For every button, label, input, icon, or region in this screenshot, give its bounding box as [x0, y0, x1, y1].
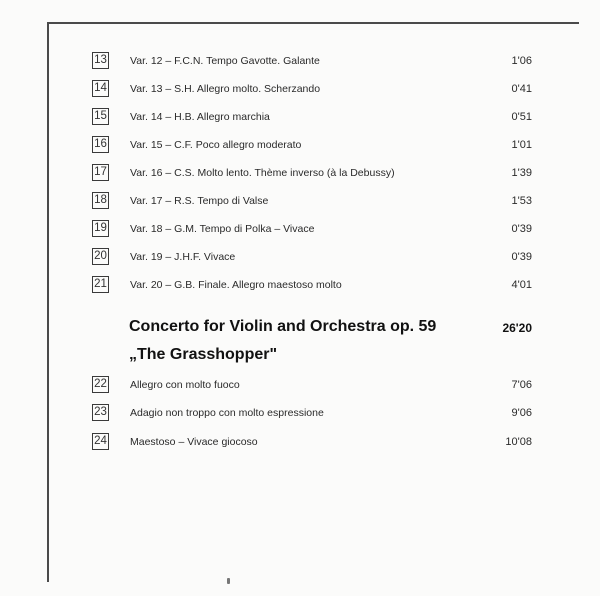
track-duration: 4'01 — [511, 279, 532, 291]
track-title: Var. 18 – G.M. Tempo di Polka – Vivace — [130, 223, 315, 235]
track-row — [92, 108, 532, 126]
track-number: 19 — [92, 220, 109, 237]
track-number: 15 — [92, 108, 109, 125]
track-row — [92, 192, 532, 210]
track-row — [92, 376, 532, 394]
track-row — [92, 248, 532, 266]
track-number: 13 — [92, 52, 109, 69]
track-duration: 0'41 — [511, 83, 532, 95]
track-title: Allegro con molto fuoco — [130, 379, 240, 391]
track-number: 14 — [92, 80, 109, 97]
track-duration: 10'08 — [505, 436, 532, 448]
track-row — [92, 276, 532, 294]
track-number: 24 — [92, 433, 109, 450]
concerto-subtitle: „The Grasshopper" — [129, 346, 278, 363]
track-duration: 0'51 — [511, 111, 532, 123]
track-duration: 1'01 — [511, 139, 532, 151]
track-row — [92, 136, 532, 154]
track-row — [92, 404, 532, 422]
print-mark — [227, 578, 230, 584]
track-title: Maestoso – Vivace giocoso — [130, 436, 258, 448]
page-frame — [47, 22, 579, 582]
track-duration: 9'06 — [511, 407, 532, 419]
track-number: 18 — [92, 192, 109, 209]
track-title: Adagio non troppo con molto espressione — [130, 407, 324, 419]
track-number: 17 — [92, 164, 109, 181]
track-row — [92, 164, 532, 182]
track-title: Var. 12 – F.C.N. Tempo Gavotte. Galante — [130, 55, 320, 67]
concerto-title: Concerto for Violin and Orchestra op. 59 — [129, 318, 437, 335]
track-row — [92, 52, 532, 70]
track-duration: 0'39 — [511, 251, 532, 263]
track-row — [92, 220, 532, 238]
track-title: Var. 14 – H.B. Allegro marchia — [130, 111, 270, 123]
track-duration: 1'53 — [511, 195, 532, 207]
track-title: Var. 16 – C.S. Molto lento. Thème inverso (à la Debussy) — [130, 167, 395, 179]
track-title: Var. 19 – J.H.F. Vivace — [130, 251, 236, 263]
track-title: Var. 20 – G.B. Finale. Allegro maestoso molto — [130, 279, 342, 291]
track-number: 22 — [92, 376, 109, 393]
track-number: 21 — [92, 276, 109, 293]
track-number: 16 — [92, 136, 109, 153]
track-title: Var. 15 – C.F. Poco allegro moderato — [130, 139, 302, 151]
track-title: Var. 13 – S.H. Allegro molto. Scherzando — [130, 83, 321, 95]
concerto-total-duration: 26'20 — [502, 321, 532, 335]
track-row — [92, 80, 532, 98]
track-title: Var. 17 – R.S. Tempo di Valse — [130, 195, 269, 207]
track-row — [92, 433, 532, 451]
track-duration: 0'39 — [511, 223, 532, 235]
track-number: 23 — [92, 404, 109, 421]
track-number: 20 — [92, 248, 109, 265]
track-duration: 7'06 — [511, 379, 532, 391]
track-duration: 1'06 — [511, 55, 532, 67]
track-duration: 1'39 — [511, 167, 532, 179]
